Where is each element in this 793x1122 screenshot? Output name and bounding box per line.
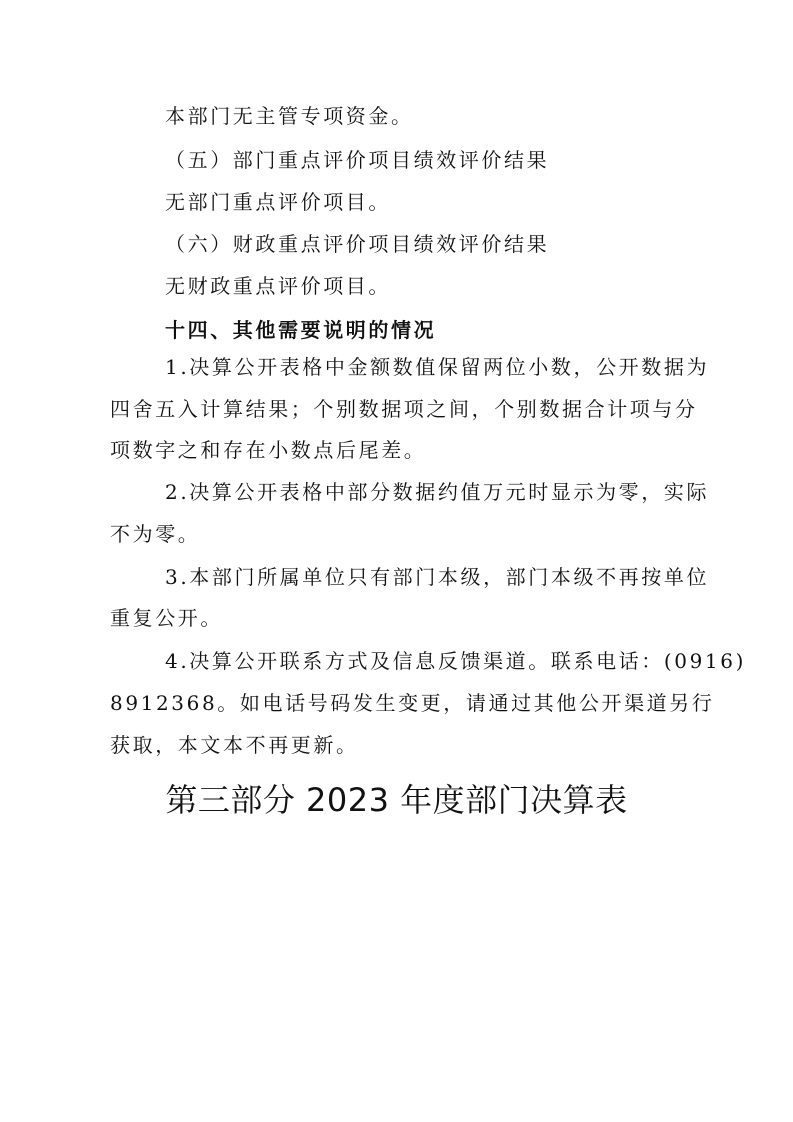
item-1-line-1: 1.决算公开表格中金额数值保留两位小数，公开数据为 xyxy=(165,355,710,379)
item-1-line-2: 四舍五入计算结果；个别数据项之间，个别数据合计项与分 xyxy=(110,397,698,421)
section-6-body: 无财政重点评价项目。 xyxy=(165,274,391,298)
item-4-line-2: 8912368。如电话号码发生变更，请通过其他公开渠道另行 xyxy=(110,691,715,715)
item-2-line-1: 2.决算公开表格中部分数据约值万元时显示为零，实际 xyxy=(165,480,710,504)
item-2-line-2: 不为零。 xyxy=(110,522,201,546)
section-14-heading: 十四、其他需要说明的情况 xyxy=(165,318,437,342)
item-1-line-3: 项数字之和存在小数点后尾差。 xyxy=(110,438,427,462)
section-5-body: 无部门重点评价项目。 xyxy=(165,190,391,214)
item-4-line-1: 4.决算公开联系方式及信息反馈渠道。联系电话：(0916) xyxy=(165,649,746,673)
item-4-line-3: 获取，本文本不再更新。 xyxy=(110,733,359,757)
item-3-line-1: 3.本部门所属单位只有部门本级，部门本级不再按单位 xyxy=(165,565,710,589)
section-6-heading: （六）财政重点评价项目绩效评价结果 xyxy=(165,232,550,256)
part-three-title: 第三部分 2023 年度部门决算表 xyxy=(165,781,628,819)
item-3-line-2: 重复公开。 xyxy=(110,606,223,630)
paragraph-no-special-funds: 本部门无主管专项资金。 xyxy=(165,104,414,128)
section-5-heading: （五）部门重点评价项目绩效评价结果 xyxy=(165,148,550,172)
